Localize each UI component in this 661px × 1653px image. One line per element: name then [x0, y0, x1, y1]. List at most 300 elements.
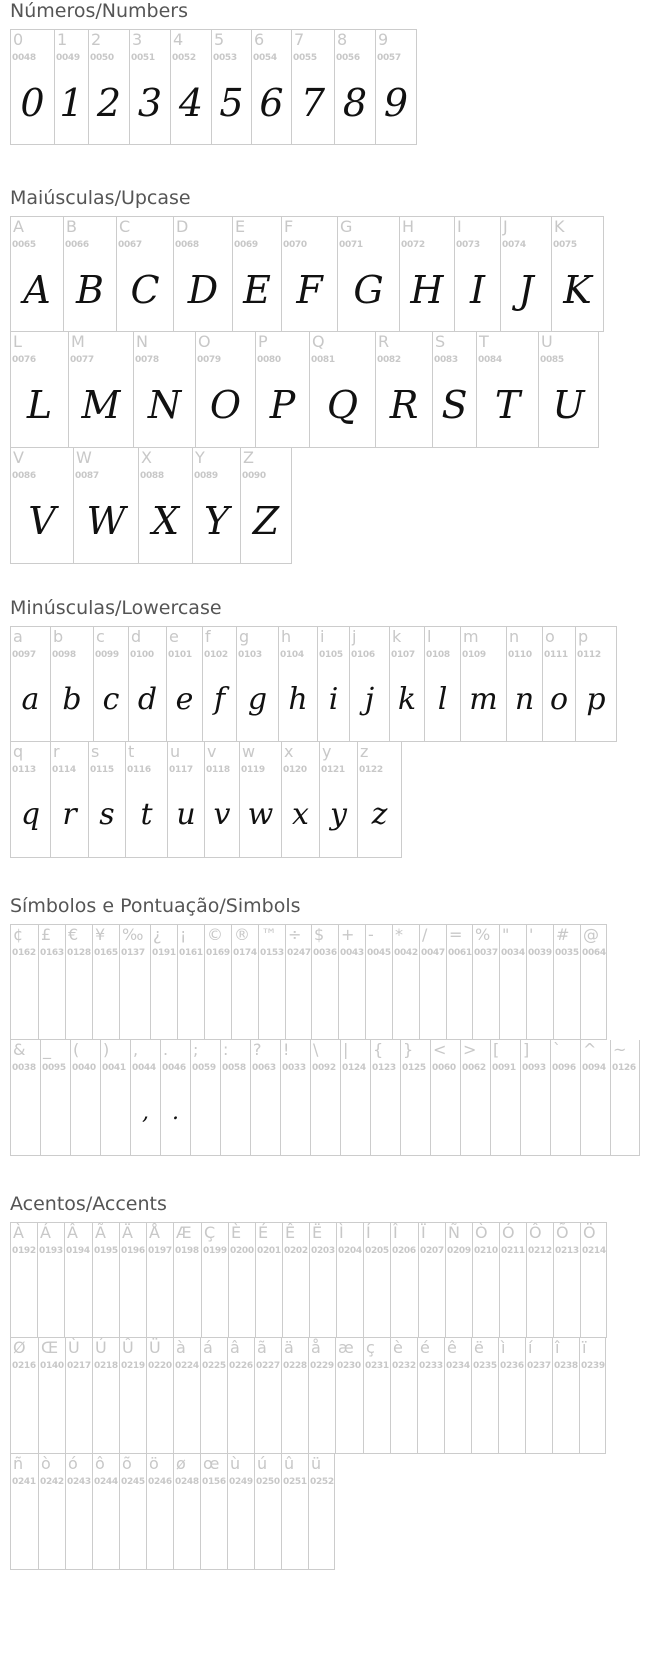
glyph-character-label: è: [393, 1338, 403, 1357]
glyph-sample: [205, 965, 231, 1031]
glyph-sample: [309, 1494, 334, 1560]
glyph-cell: [454, 216, 500, 332]
glyph-character-label: Ì: [339, 1223, 344, 1242]
glyph-cell: [309, 332, 375, 448]
glyph-row: [10, 742, 617, 858]
glyph-code-label: 0209: [447, 1246, 471, 1256]
glyph-character-label: &: [13, 1040, 26, 1059]
glyph-character-label: 3: [132, 30, 143, 49]
glyph-cell: [375, 29, 417, 145]
glyph-code-label: 0128: [67, 948, 91, 958]
glyph-code-label: 0205: [365, 1246, 389, 1256]
glyph-character-label: ;: [193, 1040, 199, 1059]
glyph-sample: [581, 1080, 610, 1146]
glyph-sample: [221, 1080, 250, 1146]
glyph-cell: [50, 742, 88, 858]
glyph-cell: [228, 1222, 255, 1338]
glyph-sample: R: [389, 383, 419, 427]
glyph-code-label: 0095: [42, 1063, 66, 1073]
glyph-code-label: 0078: [135, 355, 159, 365]
glyph-code-label: 0125: [402, 1063, 426, 1073]
glyph-cell: [579, 1338, 606, 1454]
glyph-cell: [580, 1040, 610, 1156]
glyph-sample: [364, 1378, 390, 1444]
glyph-code-label: 0115: [90, 765, 114, 775]
glyph-cell: [190, 1040, 220, 1156]
glyph-cell: [10, 448, 73, 564]
glyph-character-label: Å: [149, 1223, 160, 1242]
glyph-sample: [174, 1494, 200, 1560]
glyph-code-label: 0097: [12, 650, 36, 660]
glyph-character-label: .: [163, 1040, 169, 1059]
glyph-cell: [430, 1040, 460, 1156]
glyph-sample: 5: [219, 81, 244, 125]
glyph-sample: [310, 1263, 336, 1329]
glyph-character-label: (: [73, 1040, 80, 1059]
glyph-code-label: 0082: [377, 355, 401, 365]
glyph-character-label: Ó: [502, 1223, 515, 1242]
glyph-code-label: 0074: [502, 240, 526, 250]
glyph-sample: 6: [259, 81, 284, 125]
glyph-code-label: 0104: [280, 650, 304, 660]
glyph-grid: [10, 1222, 607, 1570]
glyph-row: [10, 626, 617, 742]
glyph-sample: [391, 1378, 417, 1444]
section-lowercase: [10, 597, 661, 832]
glyph-cell: [490, 1040, 520, 1156]
glyph-sample: Q: [326, 383, 359, 427]
glyph-code-label: 0192: [12, 1246, 36, 1256]
glyph-character-label: o: [545, 627, 555, 646]
glyph-character-label: `: [553, 1040, 561, 1059]
glyph-code-label: 0046: [162, 1063, 186, 1073]
glyph-sample: [446, 1263, 472, 1329]
glyph-character-label: 2: [91, 30, 102, 49]
glyph-sample: G: [353, 268, 384, 312]
glyph-character-label: ì: [501, 1338, 506, 1357]
glyph-cell: [338, 924, 365, 1040]
glyph-cell: [334, 29, 375, 145]
glyph-character-label: Œ: [41, 1338, 59, 1357]
glyph-sample: [147, 1494, 173, 1560]
glyph-character-label: Ç: [204, 1223, 216, 1242]
glyph-character-label: _: [43, 1040, 51, 1059]
glyph-row: [10, 1040, 640, 1156]
glyph-character-label: ¿: [153, 925, 162, 944]
glyph-sample: [526, 1378, 552, 1444]
glyph-code-label: 0247: [287, 948, 311, 958]
glyph-cell: [280, 1040, 310, 1156]
glyph-sample: [391, 1263, 418, 1329]
glyph-character-label: W: [76, 448, 92, 467]
glyph-code-label: 0217: [67, 1361, 91, 1371]
glyph-sample: [66, 965, 92, 1031]
glyph-character-label: À: [13, 1223, 24, 1242]
glyph-character-label: Ï: [421, 1223, 426, 1242]
glyph-character-label: +: [341, 925, 355, 944]
glyph-code-label: 0045: [367, 948, 391, 958]
glyph-cell: [92, 1454, 119, 1570]
glyph-cell: [92, 1338, 119, 1454]
glyph-sample: n: [514, 682, 535, 717]
glyph-code-label: 0057: [377, 53, 401, 63]
glyph-sample: A: [23, 268, 51, 312]
glyph-cell: [220, 1040, 250, 1156]
glyph-sample: [611, 1080, 639, 1146]
glyph-code-label: 0076: [12, 355, 36, 365]
glyph-sample: [39, 965, 65, 1031]
glyph-code-label: 0040: [72, 1063, 96, 1073]
glyph-cell: [340, 1040, 370, 1156]
glyph-character-label: ¥: [95, 925, 106, 944]
glyph-character-label: <: [433, 1040, 447, 1059]
glyph-code-label: 0096: [552, 1063, 576, 1073]
glyph-sample: Y: [203, 499, 230, 543]
glyph-character-label: ®: [234, 925, 250, 944]
glyph-character-label: Õ: [556, 1223, 569, 1242]
glyph-sample: [120, 1263, 146, 1329]
glyph-code-label: 0072: [401, 240, 425, 250]
glyph-sample: [120, 1494, 146, 1560]
glyph-code-label: 0199: [203, 1246, 227, 1256]
glyph-character-label: ø: [176, 1454, 186, 1473]
glyph-code-label: 0092: [312, 1063, 336, 1073]
glyph-cell: [130, 1040, 160, 1156]
glyph-cell: [138, 448, 192, 564]
glyph-sample: [500, 1263, 526, 1329]
glyph-sample: [93, 1494, 119, 1560]
glyph-cell: [282, 1222, 309, 1338]
glyph-code-label: 0073: [456, 240, 480, 250]
glyph-character-label: 8: [337, 30, 348, 49]
glyph-sample: h: [288, 682, 308, 717]
glyph-cell: [10, 924, 38, 1040]
glyph-code-label: 0062: [462, 1063, 486, 1073]
glyph-code-label: 0234: [446, 1361, 470, 1371]
glyph-cell: [311, 924, 338, 1040]
glyph-cell: [526, 924, 553, 1040]
glyph-character-label: R: [378, 332, 390, 351]
glyph-code-label: 0123: [372, 1063, 396, 1073]
glyph-cell: [610, 1040, 640, 1156]
glyph-cell: [472, 1222, 499, 1338]
glyph-code-label: 0218: [94, 1361, 118, 1371]
glyph-sample: [311, 1080, 340, 1146]
glyph-cell: [73, 448, 138, 564]
glyph-character-label: X: [141, 448, 152, 467]
section-title: Minúsculas/Lowercase: [10, 597, 222, 619]
glyph-code-label: 0038: [12, 1063, 36, 1073]
glyph-cell: [10, 216, 63, 332]
glyph-sample: [255, 1494, 281, 1560]
glyph-sample: f: [213, 682, 226, 717]
glyph-cell: [390, 1338, 417, 1454]
glyph-cell: [10, 29, 54, 145]
glyph-code-label: 0113: [12, 765, 36, 775]
glyph-cell: [363, 1338, 390, 1454]
glyph-code-label: 0120: [283, 765, 307, 775]
glyph-sample: [93, 1378, 119, 1444]
glyph-sample: [147, 1378, 173, 1444]
glyph-character-label: Z: [243, 448, 254, 467]
glyph-cell: [418, 1222, 445, 1338]
glyph-sample: [312, 965, 338, 1031]
glyph-character-label: t: [128, 742, 135, 761]
glyph-cell: [68, 332, 133, 448]
glyph-code-label: 0214: [582, 1246, 606, 1256]
glyph-sample: 1: [59, 81, 84, 125]
glyph-sample: [11, 1263, 37, 1329]
glyph-character-label: â: [230, 1338, 240, 1357]
glyph-cell: [399, 216, 454, 332]
glyph-character-label: J: [503, 217, 508, 236]
glyph-code-label: 0054: [253, 53, 277, 63]
glyph-sample: [283, 1263, 309, 1329]
glyph-code-label: 0110: [508, 650, 532, 660]
glyph-character-label: F: [284, 217, 294, 236]
glyph-cell: [476, 332, 538, 448]
glyph-cell: [575, 626, 617, 742]
glyph-code-label: 0085: [540, 355, 564, 365]
glyph-code-label: 0202: [284, 1246, 308, 1256]
glyph-character-label: ,: [133, 1040, 139, 1059]
glyph-cell: [10, 1222, 37, 1338]
glyph-cell: [500, 216, 551, 332]
glyph-character-label: œ: [203, 1454, 220, 1473]
glyph-character-label: 9: [378, 30, 389, 49]
glyph-character-label: l: [427, 627, 432, 646]
glyph-code-label: 0201: [257, 1246, 281, 1256]
section-symbols: [10, 895, 661, 1125]
glyph-sample: [228, 1378, 254, 1444]
glyph-code-label: 0042: [394, 948, 418, 958]
glyph-character-label: K: [554, 217, 565, 236]
glyph-sample: .: [172, 1100, 179, 1125]
glyph-cell: [170, 29, 211, 145]
section-numbers: [10, 0, 661, 125]
glyph-sample: U: [552, 383, 585, 427]
glyph-cell: [278, 626, 317, 742]
glyph-cell: [550, 1040, 580, 1156]
glyph-character-label: E: [235, 217, 246, 236]
glyph-character-label: e: [169, 627, 179, 646]
glyph-cell: [363, 1222, 390, 1338]
glyph-code-label: 0238: [554, 1361, 578, 1371]
glyph-code-label: 0111: [544, 650, 568, 660]
glyph-code-label: 0219: [121, 1361, 145, 1371]
glyph-code-label: 0239: [581, 1361, 605, 1371]
glyph-cell: [526, 1222, 553, 1338]
glyph-sample: [581, 965, 606, 1031]
glyph-sample: [371, 1080, 400, 1146]
glyph-cell: [201, 1222, 228, 1338]
glyph-cell: [129, 29, 170, 145]
glyph-sample: [491, 1080, 520, 1146]
glyph-character-label: ]: [523, 1040, 530, 1059]
glyph-character-label: ¡: [180, 925, 187, 944]
glyph-cell: [424, 626, 460, 742]
glyph-code-label: 0047: [421, 948, 445, 958]
glyph-code-label: 0245: [121, 1477, 145, 1487]
glyph-cell: [54, 29, 88, 145]
glyph-character-label: €: [68, 925, 79, 944]
glyph-character-label: U: [541, 332, 553, 351]
glyph-character-label: á: [203, 1338, 213, 1357]
glyph-grid: [10, 216, 604, 564]
glyph-sample: [341, 1080, 370, 1146]
glyph-sample: k: [397, 682, 417, 717]
glyph-character-label: a: [13, 627, 23, 646]
glyph-cell: [146, 1338, 173, 1454]
glyph-character-label: Á: [40, 1223, 51, 1242]
glyph-sample: [554, 965, 580, 1031]
glyph-sample: [256, 1263, 282, 1329]
glyph-code-label: 0156: [202, 1477, 226, 1487]
glyph-cell: [65, 924, 92, 1040]
glyph-cell: [116, 216, 173, 332]
glyph-cell: [499, 924, 526, 1040]
glyph-code-label: 0107: [391, 650, 415, 660]
glyph-sample: I: [469, 268, 485, 312]
glyph-sample: H: [410, 268, 444, 312]
glyph-sample: M: [81, 383, 121, 427]
glyph-character-label: ": [502, 925, 510, 944]
glyph-code-label: 0041: [102, 1063, 126, 1073]
glyph-sample: [445, 1378, 471, 1444]
glyph-sample: [39, 1494, 65, 1560]
glyph-sample: [39, 1378, 65, 1444]
glyph-character-label: q: [13, 742, 24, 761]
glyph-character-label: M: [71, 332, 85, 351]
glyph-character-label: Û: [122, 1338, 134, 1357]
glyph-character-label: ç: [366, 1338, 375, 1357]
glyph-cell: [150, 924, 177, 1040]
glyph-sample: [251, 1080, 280, 1146]
glyph-character-label: 4: [173, 30, 184, 49]
glyph-sample: l: [437, 682, 448, 717]
glyph-character-label: æ: [338, 1338, 354, 1357]
glyph-cell: [460, 626, 506, 742]
glyph-character-label: é: [420, 1338, 430, 1357]
glyph-cell: [281, 742, 319, 858]
glyph-character-label: Y: [195, 448, 205, 467]
glyph-cell: [254, 1454, 281, 1570]
glyph-cell: [417, 1338, 444, 1454]
glyph-code-label: 0099: [95, 650, 119, 660]
glyph-character-label: >: [463, 1040, 477, 1059]
glyph-code-label: 0137: [121, 948, 145, 958]
glyph-code-label: 0203: [311, 1246, 335, 1256]
glyph-cell: [10, 626, 50, 742]
glyph-sample: e: [175, 682, 194, 717]
glyph-character-label: ™: [261, 925, 277, 944]
glyph-cell: [308, 1454, 335, 1570]
glyph-code-label: 0109: [462, 650, 486, 660]
glyph-cell: [551, 216, 604, 332]
glyph-sample: [418, 1378, 444, 1444]
glyph-cell: [146, 1222, 173, 1338]
glyph-cell: [70, 1040, 100, 1156]
glyph-code-label: 0105: [319, 650, 343, 660]
glyph-cell: [520, 1040, 550, 1156]
glyph-cell: [375, 332, 432, 448]
glyph-cell: [65, 1454, 92, 1570]
glyph-cell: [119, 1222, 146, 1338]
glyph-character-label: :: [223, 1040, 229, 1059]
glyph-code-label: 0044: [132, 1063, 156, 1073]
glyph-cell: [173, 216, 232, 332]
glyph-cell: [240, 448, 292, 564]
glyph-code-label: 0231: [365, 1361, 389, 1371]
glyph-cell: [419, 924, 446, 1040]
glyph-code-label: 0039: [528, 948, 552, 958]
glyph-code-label: 0048: [12, 53, 36, 63]
glyph-cell: [471, 1338, 498, 1454]
glyph-character-label: -: [368, 925, 374, 944]
glyph-code-label: 0058: [222, 1063, 246, 1073]
glyph-code-label: 0089: [194, 471, 218, 481]
glyph-character-label: G: [340, 217, 353, 236]
glyph-character-label: Ö: [583, 1223, 596, 1242]
glyph-code-label: 0055: [293, 53, 317, 63]
glyph-cell: [389, 626, 424, 742]
glyph-cell: [38, 1454, 65, 1570]
glyph-sample: [401, 1080, 430, 1146]
glyph-code-label: 0036: [313, 948, 337, 958]
glyph-sample: [553, 1378, 579, 1444]
glyph-code-label: 0061: [448, 948, 472, 958]
glyph-sample: [521, 1080, 550, 1146]
glyph-sample: X: [151, 499, 180, 543]
glyph-code-label: 0034: [501, 948, 525, 958]
glyph-sample: [229, 1263, 255, 1329]
glyph-character-label: I: [457, 217, 462, 236]
glyph-character-label: @: [583, 925, 599, 944]
glyph-character-label: Î: [393, 1223, 398, 1242]
glyph-cell: [255, 332, 309, 448]
glyph-character-label: g: [239, 627, 250, 646]
glyph-character-label: V: [13, 448, 24, 467]
glyph-cell: [50, 626, 93, 742]
glyph-cell: [317, 626, 349, 742]
glyph-sample: [473, 965, 499, 1031]
glyph-character-label: î: [555, 1338, 560, 1357]
section-upcase: [10, 187, 661, 543]
glyph-sample: [38, 1263, 64, 1329]
glyph-code-label: 0220: [148, 1361, 172, 1371]
glyph-character-label: ?: [253, 1040, 262, 1059]
glyph-cell: [552, 1338, 579, 1454]
glyph-code-label: 0165: [94, 948, 118, 958]
glyph-code-label: 0090: [242, 471, 266, 481]
glyph-code-label: 0037: [474, 948, 498, 958]
glyph-sample: [472, 1378, 498, 1444]
section-title: Números/Numbers: [10, 0, 188, 22]
glyph-sample: L: [26, 383, 53, 427]
glyph-cell: [255, 1222, 282, 1338]
glyph-character-label: ä: [284, 1338, 294, 1357]
glyph-row: [10, 1454, 607, 1570]
glyph-code-label: 0077: [70, 355, 94, 365]
glyph-code-label: 0118: [206, 765, 230, 775]
glyph-sample: [201, 1494, 227, 1560]
glyph-cell: [204, 924, 231, 1040]
glyph-cell: [166, 626, 202, 742]
glyph-character-label: ã: [257, 1338, 267, 1357]
glyph-sample: [178, 965, 204, 1031]
glyph-code-label: 0083: [434, 355, 458, 365]
glyph-cell: [133, 332, 195, 448]
